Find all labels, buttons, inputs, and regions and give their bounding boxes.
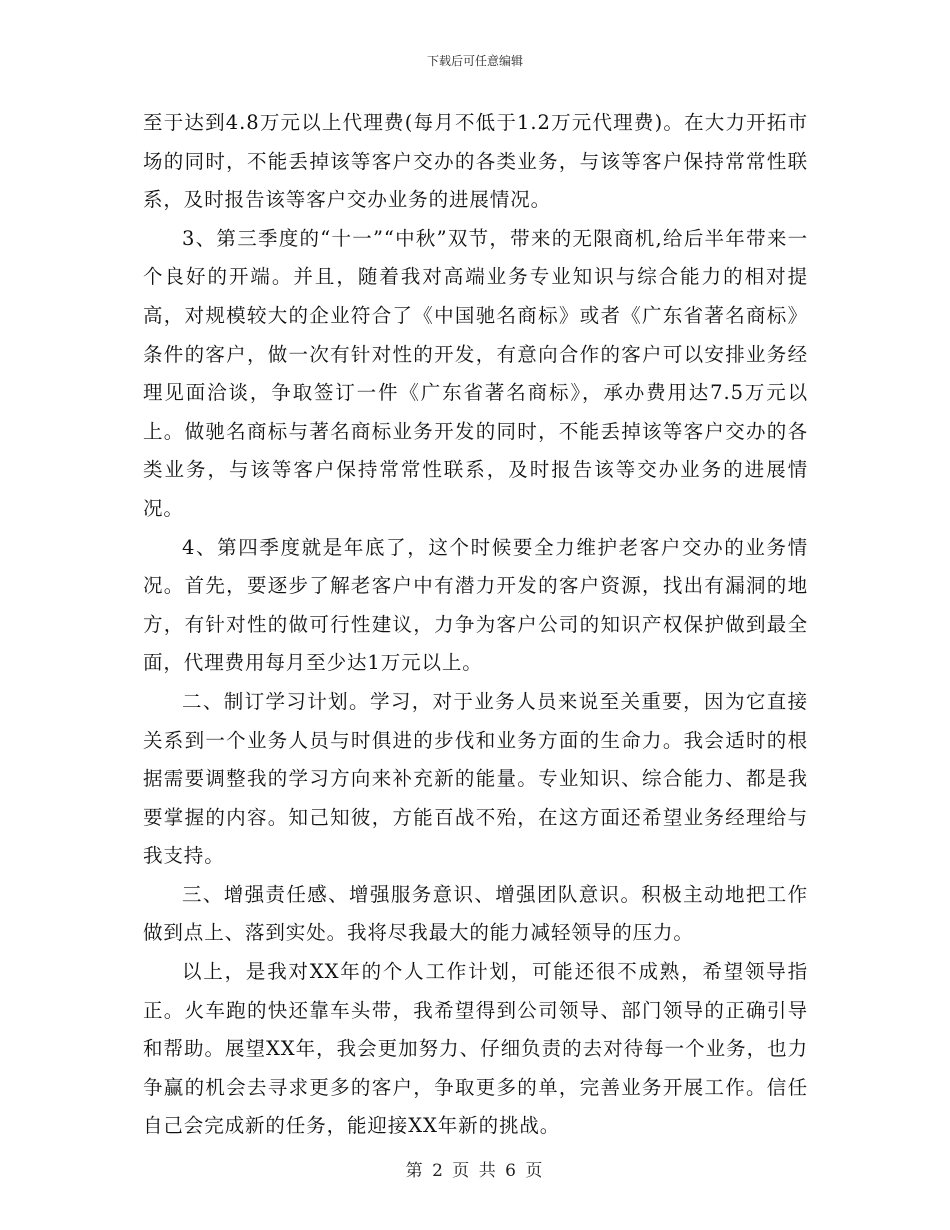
page-header-note: 下载后可任意编辑 xyxy=(426,54,523,68)
paragraph-fourth-quarter: 4、第四季度就是年底了，这个时候要全力维护老客户交办的业务情况。首先，要逐步了解老客户中有潜力开发的客户资源，找出有漏洞的地方，有针对性的做可行性建议，力争为客户公司的知识产权保护做到最全面，代理费用每月至少达1万元以上。 xyxy=(143,535,808,675)
document-body xyxy=(143,104,808,1146)
paragraph-responsibility: 三、增强责任感、增强服务意识、增强团队意识。积极主动地把工作做到点上、落到实处。我将尽我最大的能力减轻领导的压力。 xyxy=(143,882,808,945)
paragraph-study-plan: 二、制订学习计划。学习，对于业务人员来说至关重要，因为它直接关系到一个业务人员与时俱进的步伐和业务方面的生命力。我会适时的根据需要调整我的学习方向来补充新的能量。专业知识、综合能力、都是我要掌握的内容。知己知彼，方能百战不殆，在这方面还希望业务经理给与我支持。 xyxy=(143,689,808,868)
paragraph-conclusion: 以上，是我对XX年的个人工作计划，可能还很不成熟，希望领导指正。火车跑的快还靠车头带，我希望得到公司领导、部门领导的正确引导和帮助。展望XX年，我会更加努力、仔细负责的去对待每一个业务，也力争赢的机会去寻求更多的客户，争取更多的单，完善业务开展工作。信任自己会完成新的任务，能迎接XX年新的挑战。 xyxy=(143,960,808,1138)
paragraph-continuation: 至于达到4.8万元以上代理费(每月不低于1.2万元代理费)。在大力开拓市场的同时，不能丢掉该等客户交办的各类业务，与该等客户保持常常性联系，及时报告该等客户交办业务的进展情况。 xyxy=(143,111,808,212)
paragraph-third-quarter: 3、第三季度的“十一”“中秋”双节，带来的无限商机,给后半年带来一个良好的开端。并且，随着我对高端业务专业知识与综合能力的相对提高，对规模较大的企业符合了《中国驰名商标》或者《广东省著名商标》条件的客户，做一次有针对性的开发，有意向合作的客户可以安排业务经理见面洽谈，争取签订一件《广东省著名商标》，承办费用达7.5万元以上。做驰名商标与著名商标业务开发的同时，不能丢掉该等客户交办的各类业务，与该等客户保持常常性联系，及时报告该等交办业务的进展情况。 xyxy=(143,226,808,520)
page-number-footer: 第 2 页 共 6 页 xyxy=(405,1161,545,1181)
